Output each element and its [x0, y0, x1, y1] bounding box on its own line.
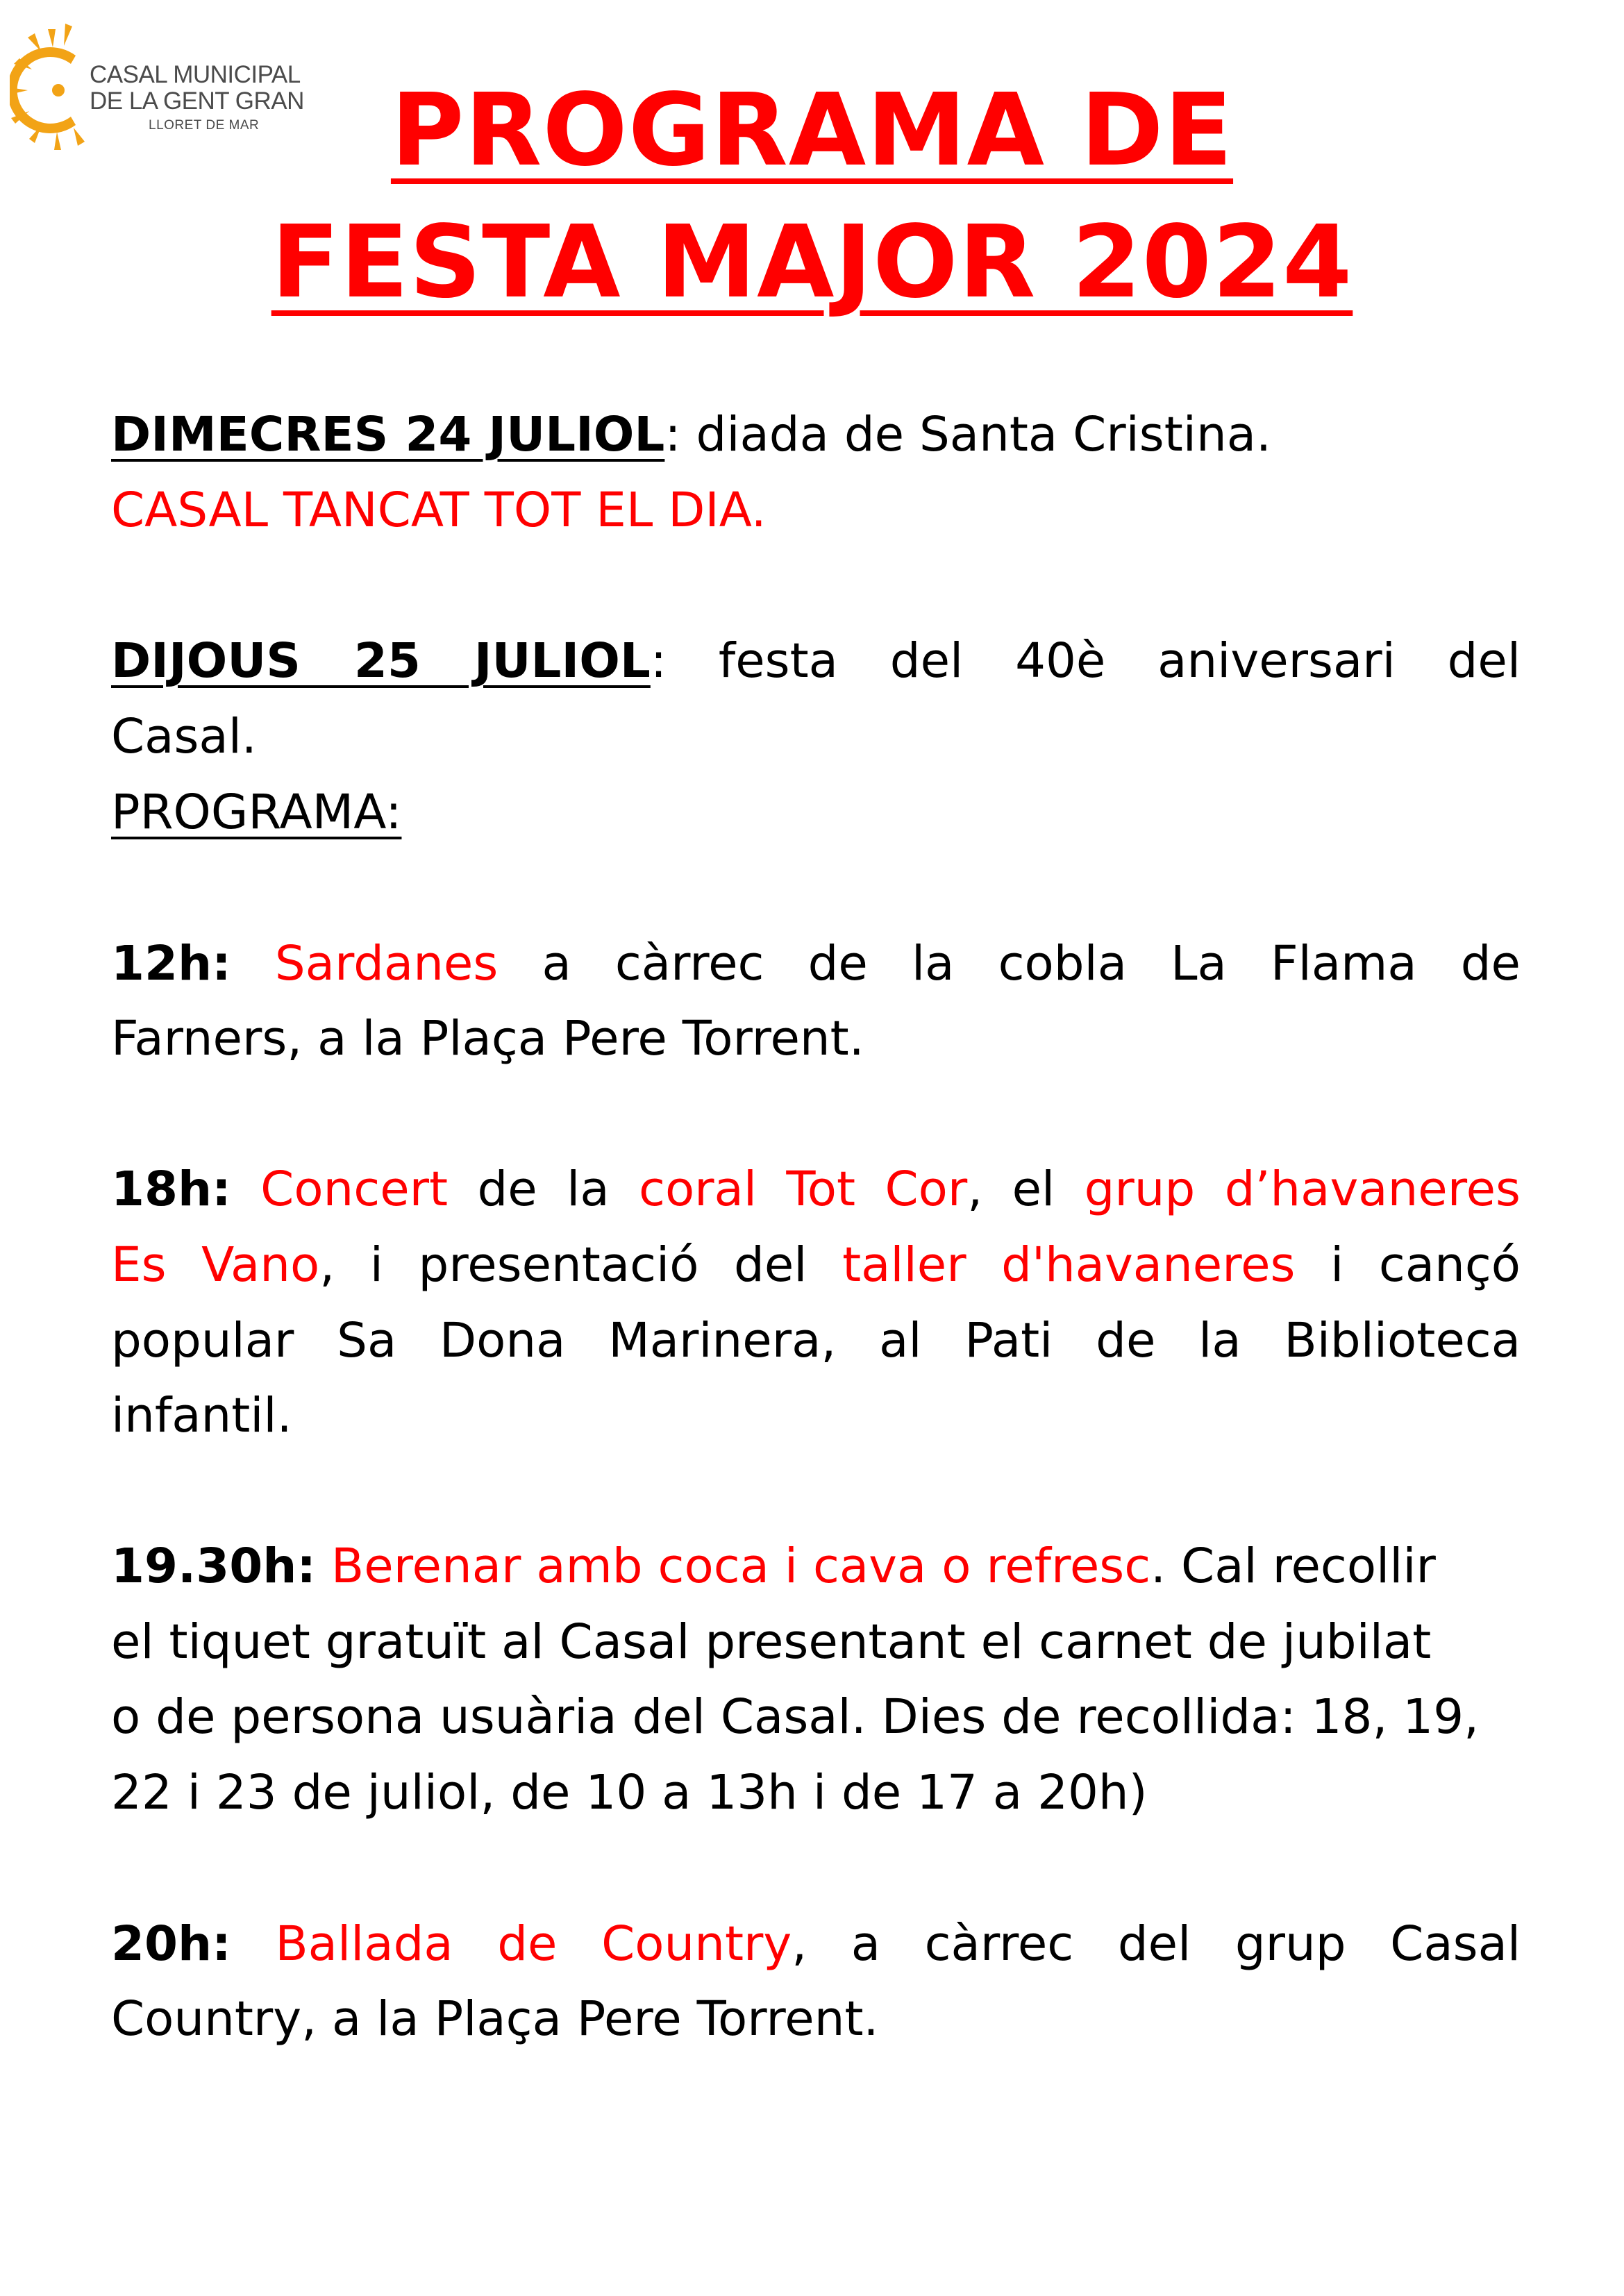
day2-date-group — [111, 633, 667, 689]
event-18h-line-2 — [111, 1237, 1521, 1293]
event-18h-time: 18h: — [111, 1162, 231, 1217]
event-20h-activity: Ballada de Country — [275, 1916, 792, 1972]
event-12h-line-2: Farners, a la Plaça Pere Torrent. — [111, 1011, 864, 1066]
word: popular — [111, 1313, 294, 1368]
word: càrrec — [924, 1916, 1074, 1972]
event-20h-time: 20h: — [111, 1916, 231, 1972]
event-12h-time: 12h: — [111, 936, 231, 991]
event-1930h-activity: Berenar amb coca i cava o refresc — [330, 1539, 1151, 1594]
word: Pati — [964, 1313, 1053, 1368]
event-12h-line-1 — [111, 936, 1521, 991]
day2-word: festa — [718, 633, 838, 689]
word: Sa — [337, 1313, 397, 1368]
event-20h-line-2: Country, a la Plaça Pere Torrent. — [111, 1991, 879, 2047]
day2-line-2: Casal. — [111, 709, 257, 764]
word: a — [851, 1916, 881, 1972]
event-18h-concert: Concert — [260, 1162, 449, 1217]
logo-line-1: CASAL MUNICIPAL — [90, 61, 301, 88]
word: Dona — [440, 1313, 566, 1368]
day1-date: DIMECRES 24 JULIOL — [111, 407, 665, 462]
word: del — [1117, 1916, 1191, 1972]
event-18h-line-4: infantil. — [111, 1388, 292, 1443]
event-1930h-line-4: 22 i 23 de juliol, de 10 a 13h i de 17 a 20h) — [111, 1765, 1148, 1820]
word: , el — [967, 1162, 1055, 1217]
logo-line-3: LLORET DE MAR — [149, 118, 260, 133]
word: i cançó — [1330, 1237, 1521, 1293]
day2-date: DIJOUS 25 JULIOL — [111, 633, 651, 689]
event-1930h-line-2: el tiquet gratuït al Casal presentant el carnet de jubilat — [111, 1614, 1432, 1670]
day2-word: 40è — [1015, 633, 1106, 689]
word: de — [807, 936, 868, 991]
word: , i presentació del — [319, 1237, 807, 1293]
day1-line — [111, 407, 1521, 462]
day1-text: : diada de Santa Cristina. — [664, 407, 1271, 462]
event-20h-line-1 — [111, 1916, 1521, 1972]
page-title-line-1: PROGRAMA DE — [390, 72, 1234, 188]
word: de la — [477, 1162, 610, 1217]
event-1930h-line-1 — [111, 1539, 1521, 1594]
word: al — [879, 1313, 922, 1368]
word: de — [1460, 936, 1521, 991]
word: a — [542, 936, 571, 991]
word: grup — [1234, 1916, 1346, 1972]
word: Biblioteca — [1284, 1313, 1521, 1368]
event-18h-taller: taller d'havaneres — [842, 1237, 1296, 1293]
word: . Cal recollir — [1150, 1539, 1436, 1594]
event-20h-activity-group — [275, 1916, 807, 1972]
day2-line — [111, 633, 1521, 689]
day2-colon: : — [650, 633, 667, 689]
logo-line-2: DE LA GENT GRAN — [90, 87, 304, 115]
word: Casal — [1390, 1916, 1521, 1972]
event-18h-line-1 — [111, 1162, 1521, 1217]
day2-word: del — [1447, 633, 1521, 689]
event-18h-es-vano: Es Vano — [111, 1237, 320, 1293]
page-title-line-2: FESTA MAJOR 2024 — [271, 203, 1353, 320]
word: , — [792, 1916, 807, 1972]
word: cobla — [998, 936, 1127, 991]
event-1930h-line-3: o de persona usuària del Casal. Dies de recollida: 18, 19, — [111, 1689, 1480, 1745]
day2-word: aniversari — [1157, 633, 1396, 689]
event-1930h-time: 19.30h: — [111, 1539, 316, 1594]
word: La — [1171, 936, 1227, 991]
event-18h-grup: grup d’havaneres — [1084, 1162, 1521, 1217]
programa-label — [111, 785, 1521, 840]
event-18h-line-3 — [111, 1313, 1521, 1368]
word: Marinera, — [608, 1313, 837, 1368]
word: càrrec — [614, 936, 764, 991]
day2-word: del — [889, 633, 964, 689]
word: Flama — [1270, 936, 1417, 991]
word: la — [912, 936, 955, 991]
event-18h-coral: coral Tot Cor — [639, 1162, 968, 1217]
word: la — [1198, 1313, 1241, 1368]
word: de — [1096, 1313, 1156, 1368]
programa-label-text: PROGRAMA: — [111, 785, 402, 840]
day1-notice: CASAL TANCAT TOT EL DIA. — [111, 483, 767, 538]
event-12h-activity: Sardanes — [274, 936, 499, 991]
